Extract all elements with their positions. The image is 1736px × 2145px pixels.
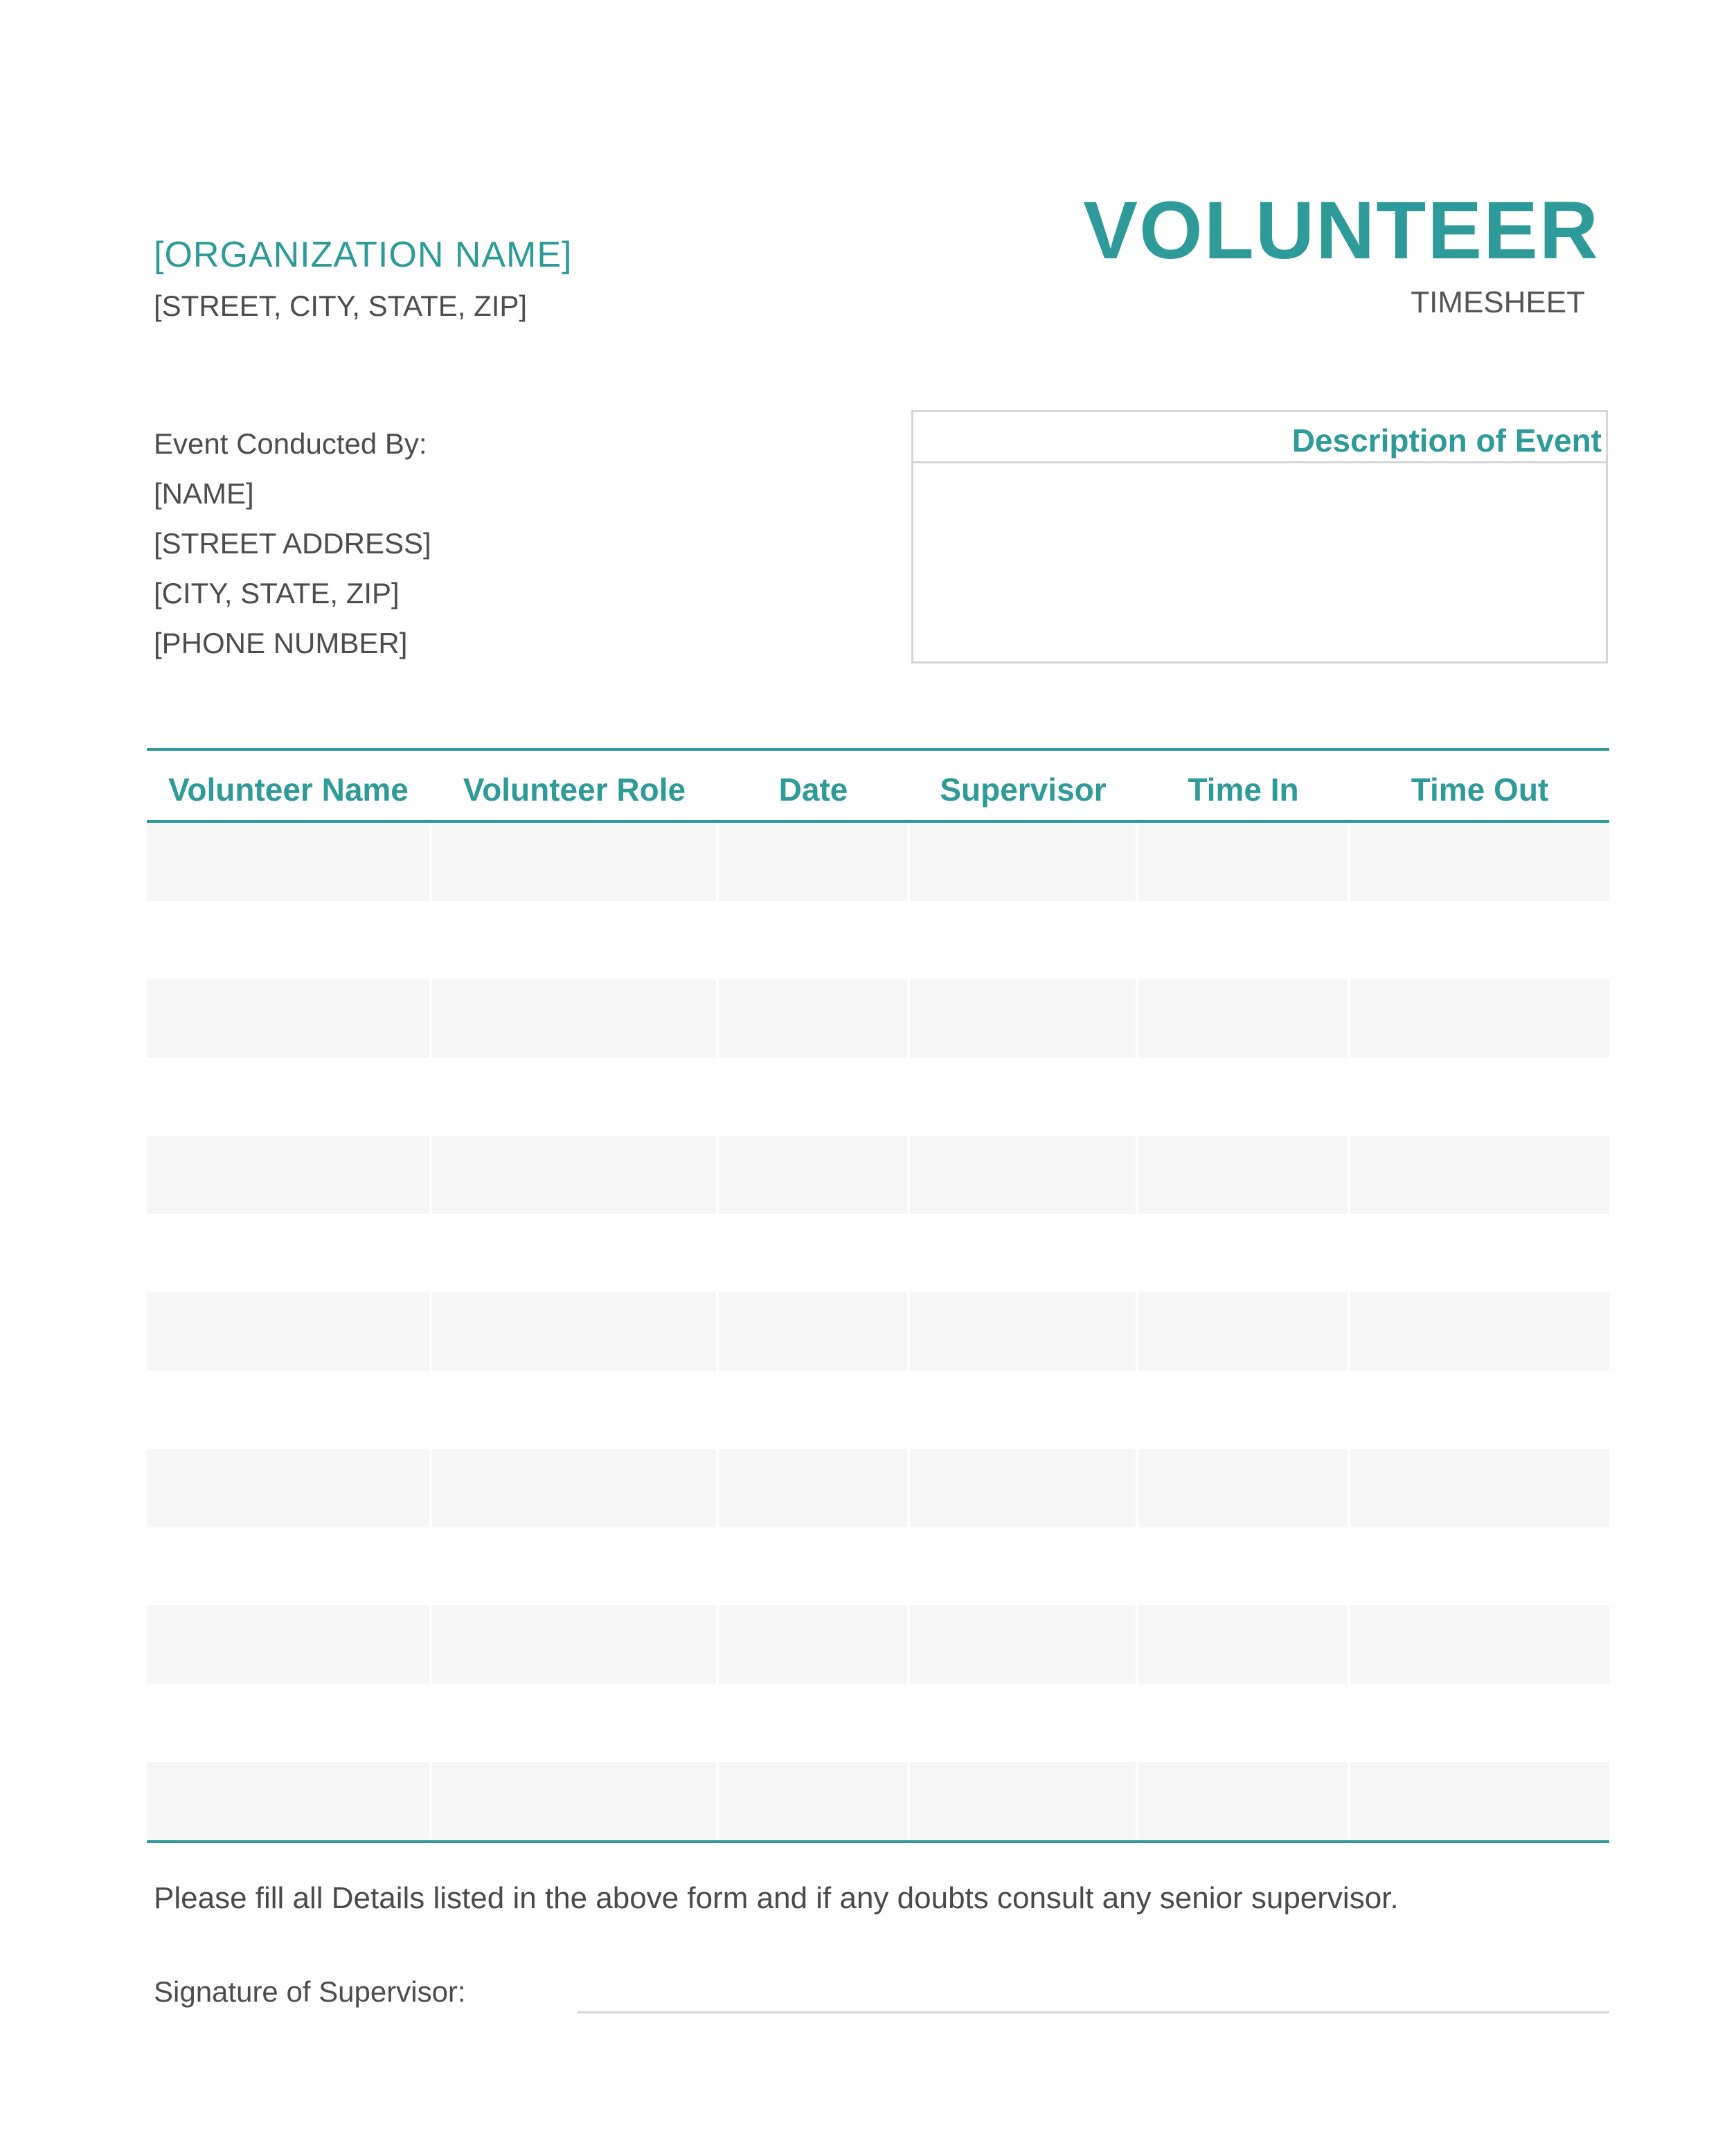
table-cell[interactable] [432,1762,719,1840]
table-cell[interactable] [1350,1449,1609,1527]
table-cell[interactable] [1350,979,1609,1058]
table-cell[interactable] [719,1762,910,1840]
table-cell[interactable] [1138,823,1350,901]
table-cell[interactable] [1350,1527,1609,1605]
table-cell[interactable] [910,1762,1138,1840]
table-cell[interactable] [432,1527,719,1605]
table-header-row [147,751,1609,823]
document-title-clip [1083,185,1600,276]
table-cell[interactable] [1138,979,1350,1058]
table-cell[interactable] [1138,1214,1350,1292]
table-cell[interactable] [1138,1136,1350,1214]
table-cell[interactable] [910,1371,1138,1449]
table-cell[interactable] [432,1136,719,1214]
table-body [147,823,1609,1840]
organization-address: [STREET, CITY, STATE, ZIP] [154,290,528,322]
table-cell[interactable] [719,823,910,901]
table-row [147,979,1609,1058]
document-subtitle: TIMESHEET [1411,285,1585,319]
conductor-city-field[interactable]: [CITY, STATE, ZIP] [154,577,400,609]
table-cell[interactable] [910,1136,1138,1214]
event-conducted-by [154,419,431,668]
table-cell[interactable] [719,1684,910,1762]
event-conducted-by-label: Event Conducted By: [154,427,427,460]
column-header: Supervisor [910,751,1138,820]
table-cell[interactable] [147,1684,432,1762]
table-cell[interactable] [1350,1605,1609,1684]
table-cell[interactable] [719,901,910,979]
table-row [147,1058,1609,1136]
table-cell[interactable] [432,1214,719,1292]
table-row [147,1684,1609,1762]
table-cell[interactable] [719,979,910,1058]
conductor-street-field[interactable]: [STREET ADDRESS] [154,527,431,560]
column-header: Time In [1138,751,1350,820]
table-cell[interactable] [1350,1684,1609,1762]
table-cell[interactable] [910,979,1138,1058]
table-cell[interactable] [147,823,432,901]
signature-label: Signature of Supervisor: [154,1975,466,2008]
table-cell[interactable] [432,1684,719,1762]
conductor-name-field[interactable]: [NAME] [154,477,254,510]
table-cell[interactable] [910,1684,1138,1762]
table-cell[interactable] [1350,1292,1609,1371]
table-cell[interactable] [432,823,719,901]
table-cell[interactable] [910,901,1138,979]
organization-name: [ORGANIZATION NAME] [154,235,573,275]
table-cell[interactable] [910,1058,1138,1136]
table-cell[interactable] [719,1292,910,1371]
table-cell[interactable] [1138,1449,1350,1527]
table-cell[interactable] [719,1136,910,1214]
table-cell[interactable] [1138,901,1350,979]
table-cell[interactable] [147,1292,432,1371]
table-cell[interactable] [147,1371,432,1449]
table-row [147,901,1609,979]
table-cell[interactable] [147,1527,432,1605]
table-row [147,1292,1609,1371]
conductor-phone-field[interactable]: [PHONE NUMBER] [154,627,408,659]
table-cell[interactable] [719,1371,910,1449]
table-cell[interactable] [719,1527,910,1605]
table-cell[interactable] [147,1605,432,1684]
table-cell[interactable] [1350,823,1609,901]
column-header: Volunteer Role [432,751,719,820]
table-cell[interactable] [432,1292,719,1371]
table-cell[interactable] [432,979,719,1058]
instruction-note: Please fill all Details listed in the above form and if any doubts consult any senior supervisor. [154,1881,1399,1915]
table-cell[interactable] [147,979,432,1058]
table-cell[interactable] [910,823,1138,901]
table-cell[interactable] [432,1605,719,1684]
table-cell[interactable] [910,1527,1138,1605]
table-cell[interactable] [1138,1058,1350,1136]
table-cell[interactable] [147,901,432,979]
table-cell[interactable] [1138,1684,1350,1762]
column-header: Volunteer Name [147,751,432,820]
table-row [147,1371,1609,1449]
column-header: Date [719,751,910,820]
table-cell[interactable] [432,1058,719,1136]
table-cell[interactable] [432,1371,719,1449]
table-cell[interactable] [910,1449,1138,1527]
table-cell[interactable] [719,1058,910,1136]
table-cell[interactable] [1138,1527,1350,1605]
table-cell[interactable] [1350,1136,1609,1214]
document-title: VOLUNTEER [1083,185,1600,276]
table-cell[interactable] [147,1449,432,1527]
table-row [147,1449,1609,1527]
table-cell[interactable] [432,901,719,979]
table-cell[interactable] [910,1214,1138,1292]
table-row [147,1527,1609,1605]
table-cell[interactable] [1350,1762,1609,1840]
table-cell[interactable] [147,1762,432,1840]
table-cell[interactable] [1138,1371,1350,1449]
table-row [147,1136,1609,1214]
description-of-event-heading: Description of Event [913,412,1606,463]
table-cell[interactable] [1350,901,1609,979]
table-cell[interactable] [910,1292,1138,1371]
table-cell[interactable] [1350,1371,1609,1449]
table-cell[interactable] [910,1605,1138,1684]
table-cell[interactable] [1138,1762,1350,1840]
description-of-event-box [911,410,1608,664]
table-row [147,823,1609,901]
table-cell[interactable] [432,1449,719,1527]
table-cell[interactable] [1350,1214,1609,1292]
column-header: Time Out [1411,772,1549,808]
description-of-event-field[interactable] [913,463,1606,657]
table-row [147,1605,1609,1684]
table-cell[interactable] [147,1058,432,1136]
table-cell[interactable] [719,1449,910,1527]
table-cell[interactable] [1138,1605,1350,1684]
table-cell[interactable] [147,1214,432,1292]
table-cell[interactable] [719,1214,910,1292]
table-cell[interactable] [719,1605,910,1684]
table-cell[interactable] [1350,1058,1609,1136]
table-bottom-rule [147,1840,1609,1843]
timesheet-table [147,748,1609,1843]
signature-line[interactable] [578,2011,1609,2013]
table-row [147,1762,1609,1840]
table-cell[interactable] [1138,1292,1350,1371]
table-row [147,1214,1609,1292]
table-cell[interactable] [147,1136,432,1214]
